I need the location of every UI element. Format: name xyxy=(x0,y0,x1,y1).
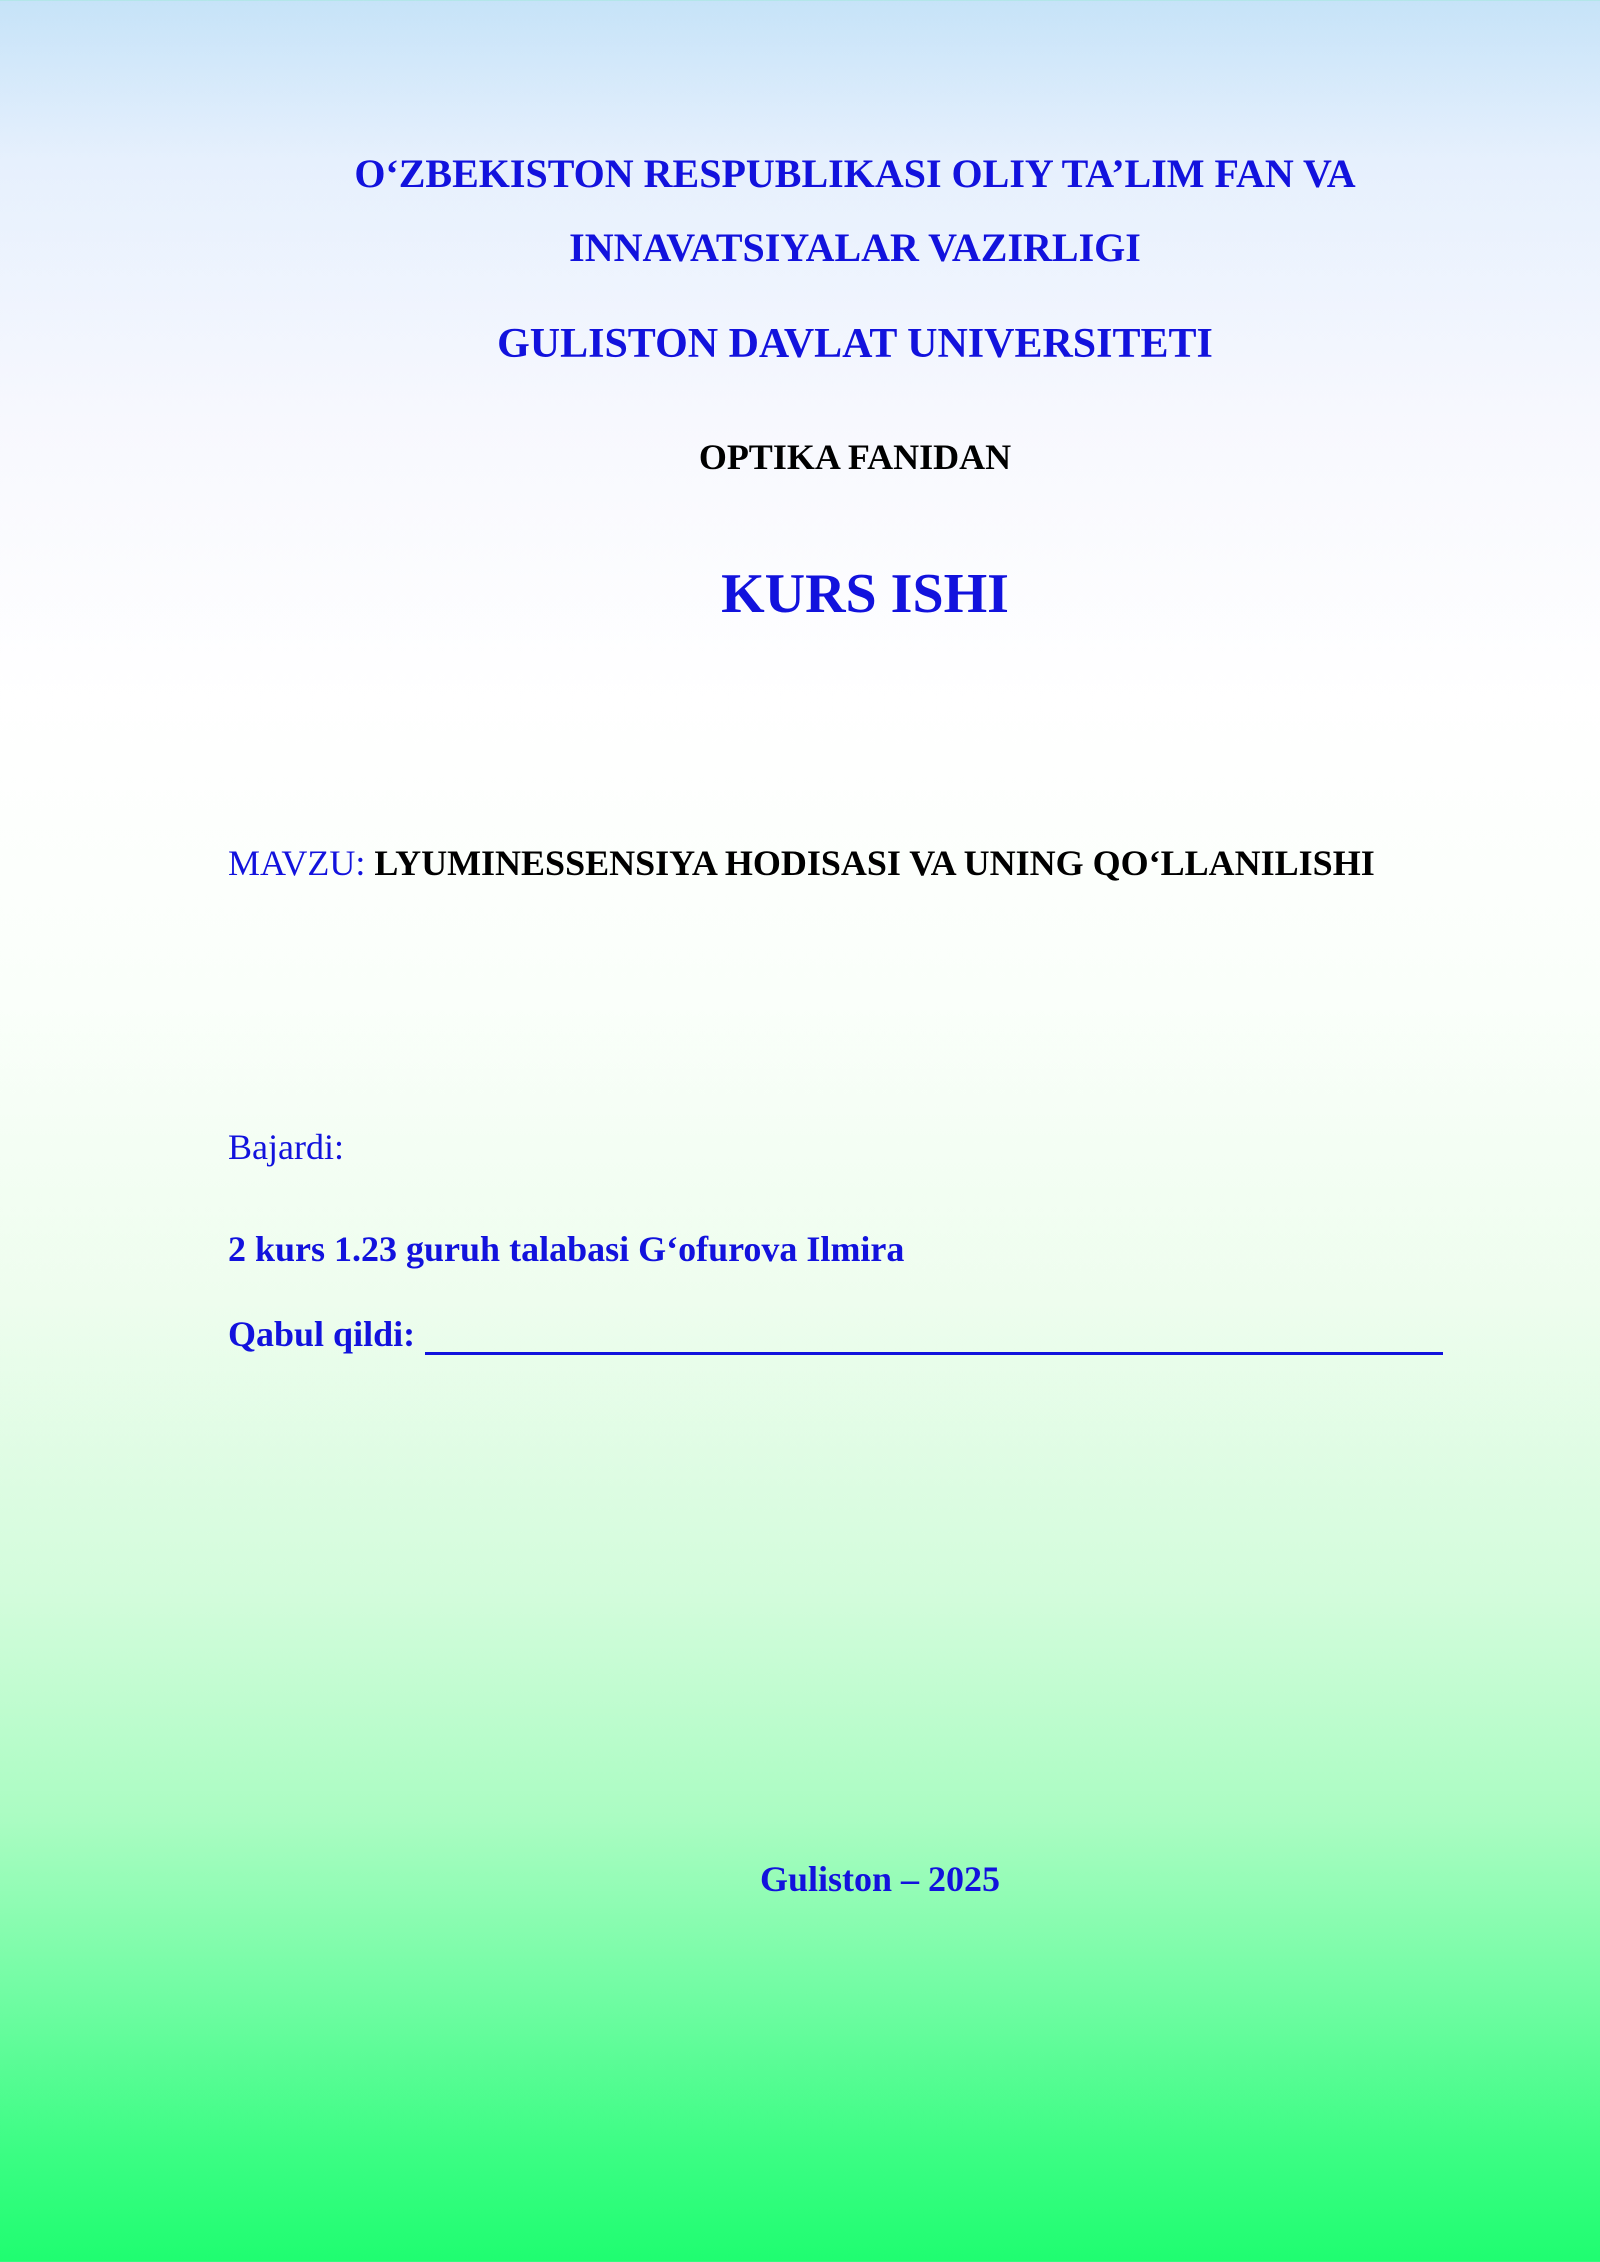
document-type-title: KURS ISHI xyxy=(721,563,1009,625)
topic-value: LYUMINESSENSIYA HODISASI VA UNING QO‘LLANILISHI xyxy=(374,843,1375,883)
student-info: 2 kurs 1.23 guruh talabasi G‘ofurova Ilmira xyxy=(228,1229,905,1269)
subject-name: OPTIKA FANIDAN xyxy=(698,437,1012,477)
university-name: GULISTON DAVLAT UNIVERSITETI xyxy=(497,321,1213,367)
accepted-by-label: Qabul qildi: xyxy=(228,1314,416,1354)
ministry-name-line-2: INNAVATSIYALAR VAZIRLIGI xyxy=(569,225,1141,270)
accepted-by-line xyxy=(228,1312,1443,1355)
topic-label: MAVZU: xyxy=(228,843,366,883)
signature-blank-line xyxy=(425,1312,1443,1355)
place-and-year: Guliston – 2025 xyxy=(759,1859,1001,1899)
ministry-name-line-1: O‘ZBEKISTON RESPUBLIKASI OLIY TA’LIM FAN VA xyxy=(354,151,1356,196)
topic-line xyxy=(228,842,1375,884)
performed-by-label: Bajardi: xyxy=(228,1127,344,1167)
